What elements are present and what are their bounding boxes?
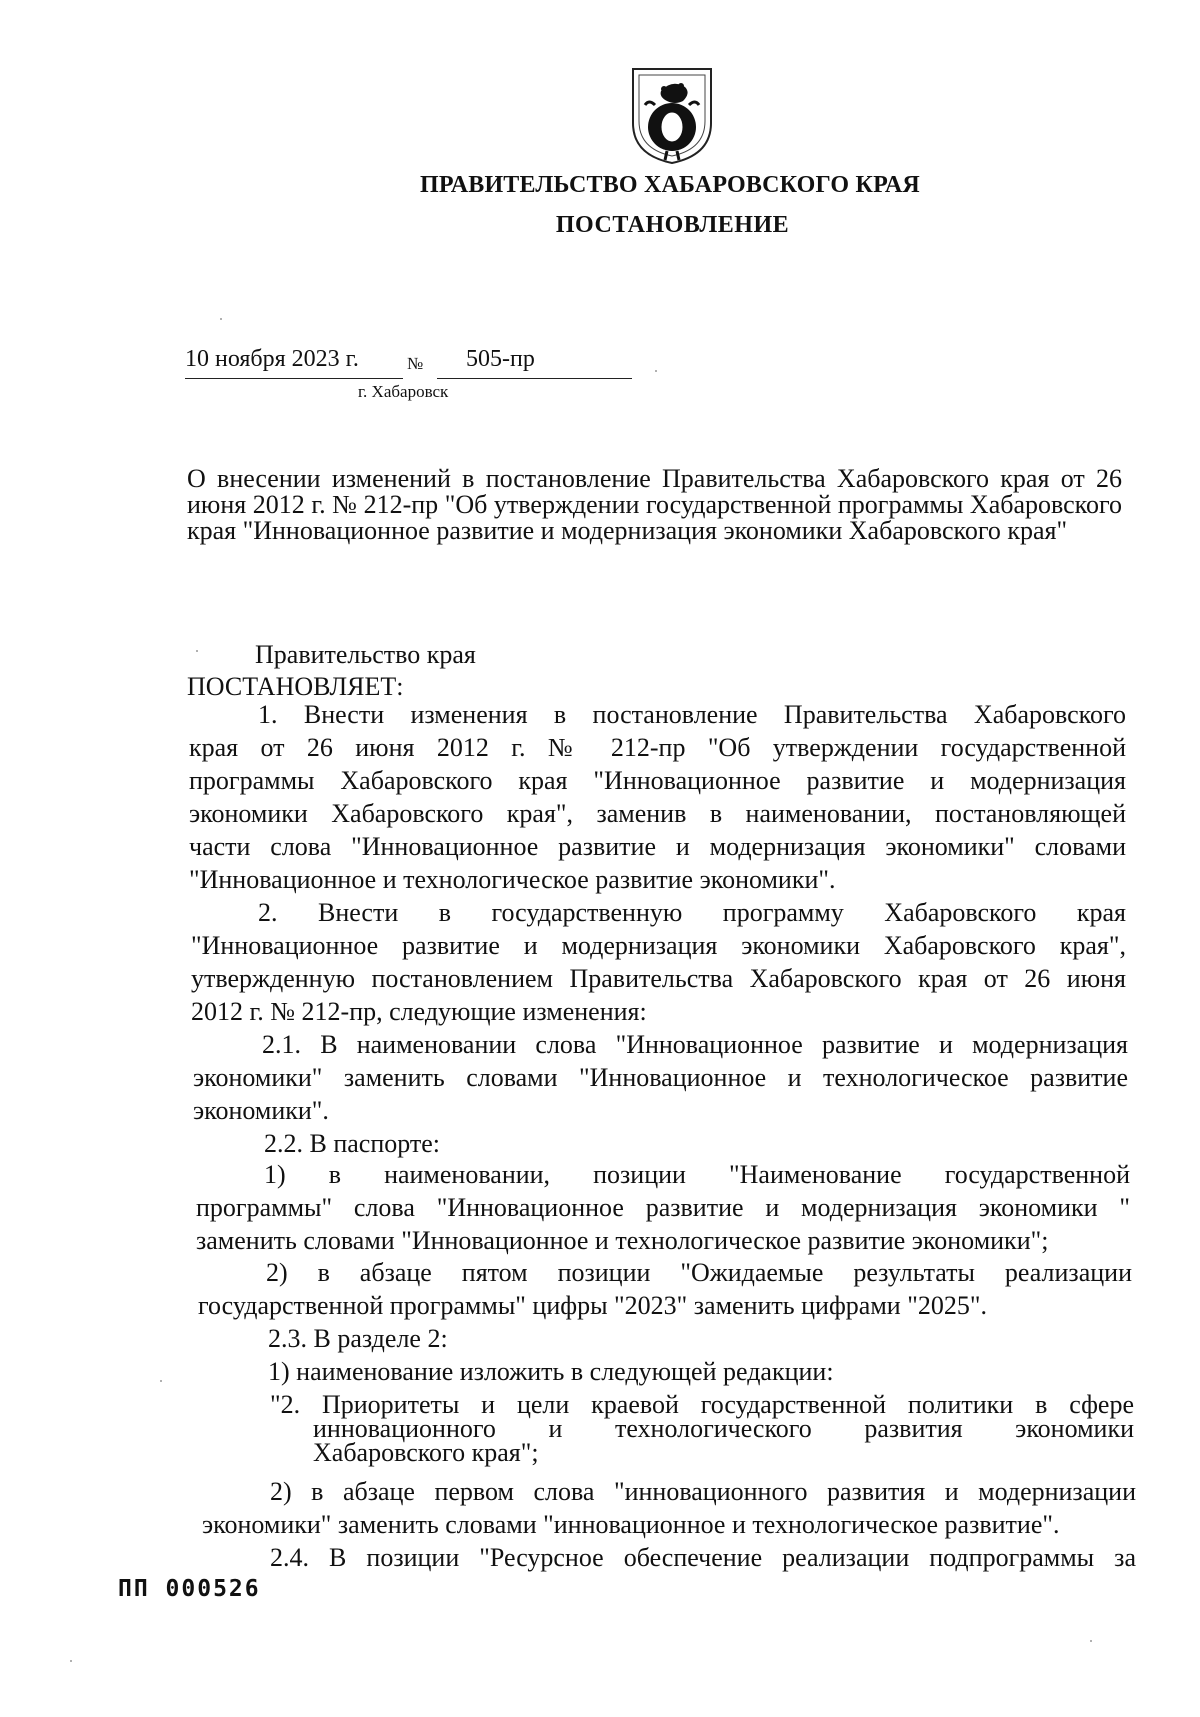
body-line: программы Хабаровского края "Инновационное развитие и модернизация <box>189 766 1126 795</box>
body-line: 2) в абзаце первом слова "инновационного развития и модернизации <box>270 1477 1136 1506</box>
body-line: заменить словами "Инновационное и технологическое развитие экономики"; <box>196 1226 1049 1255</box>
body-line: "Инновационное и технологическое развитие экономики". <box>189 865 836 894</box>
body-line: 1) в наименовании, позиции "Наименование государственной <box>264 1160 1130 1189</box>
body-line: Правительство края <box>255 640 476 669</box>
body-line: "Инновационное развитие и модернизация экономики Хабаровского края", <box>191 931 1126 960</box>
document-type: ПОСТАНОВЛЕНИЕ <box>555 212 790 238</box>
body-line: государственной программы" цифры "2023" заменить цифрами "2025". <box>198 1291 987 1320</box>
document-city: г. Хабаровск <box>358 382 449 401</box>
scan-speck <box>196 650 198 652</box>
body-line: 2.1. В наименовании слова "Инновационное развитие и модернизация <box>262 1030 1128 1059</box>
body-line: части слова "Инновационное развитие и модернизация экономики" словами <box>189 832 1126 861</box>
body-line: 2012 г. № 212-пр, следующие изменения: <box>191 997 647 1026</box>
body-line: экономики". <box>193 1096 329 1125</box>
number-sign: № <box>407 354 424 373</box>
body-line: экономики" заменить словами "Инновационное и технологическое развитие <box>193 1063 1128 1092</box>
body-line: ПОСТАНОВЛЯЕТ: <box>187 672 404 701</box>
body-line: утвержденную постановлением Правительства Хабаровского края от 26 июня <box>191 964 1126 993</box>
body-line: 1) наименование изложить в следующей редакции: <box>268 1357 834 1386</box>
body-line: Хабаровского края"; <box>313 1438 539 1467</box>
scan-speck <box>655 370 657 372</box>
body-line: экономики" заменить словами "инновационное и технологическое развитие". <box>202 1510 1060 1539</box>
body-line: 2) в абзаце пятом позиции "Ожидаемые результаты реализации <box>266 1258 1132 1287</box>
body-line: 2.4. В позиции "Ресурсное обеспечение реализации подпрограммы за <box>270 1543 1136 1572</box>
body-line: 2.2. В паспорте: <box>264 1129 441 1158</box>
document-number: 505-пр <box>466 346 535 372</box>
scan-speck <box>70 1660 72 1662</box>
scan-speck <box>1090 1640 1092 1642</box>
body-line: экономики Хабаровского края", заменив в наименовании, постановляющей <box>189 799 1126 828</box>
scan-speck <box>220 318 222 320</box>
coat-of-arms-icon <box>625 65 719 165</box>
body-line: края от 26 июня 2012 г. № 212-пр "Об утверждении государственной <box>189 733 1126 762</box>
serial-number: ПП 000526 <box>118 1576 261 1602</box>
body-line: 1. Внести изменения в постановление Правительства Хабаровского <box>258 700 1126 729</box>
body-line: "2. Приоритеты и цели краевой государственной политики в сфере <box>270 1390 1134 1419</box>
number-underline <box>437 378 632 379</box>
body-line: 2. Внести в государственную программу Хабаровского края <box>258 898 1126 927</box>
body-line: 2.3. В разделе 2: <box>268 1324 448 1353</box>
government-title: ПРАВИТЕЛЬСТВО ХАБАРОВСКОГО КРАЯ <box>420 172 920 198</box>
document-subject: О внесении изменений в постановление Правительства Хабаровского края от 26 июня 2012 г. № 212-пр "Об утверждении государственной программы Хабаровского края "Инновационное развитие и модернизация экономики Хабаровского края" <box>187 464 1122 545</box>
body-line: программы" слова "Инновационное развитие и модернизация экономики " <box>196 1193 1130 1222</box>
body-line: инновационного и технологического развития экономики <box>313 1414 1134 1443</box>
scan-speck <box>160 1380 162 1382</box>
document-date: 10 ноября 2023 г. <box>185 346 359 372</box>
date-underline <box>185 378 403 379</box>
